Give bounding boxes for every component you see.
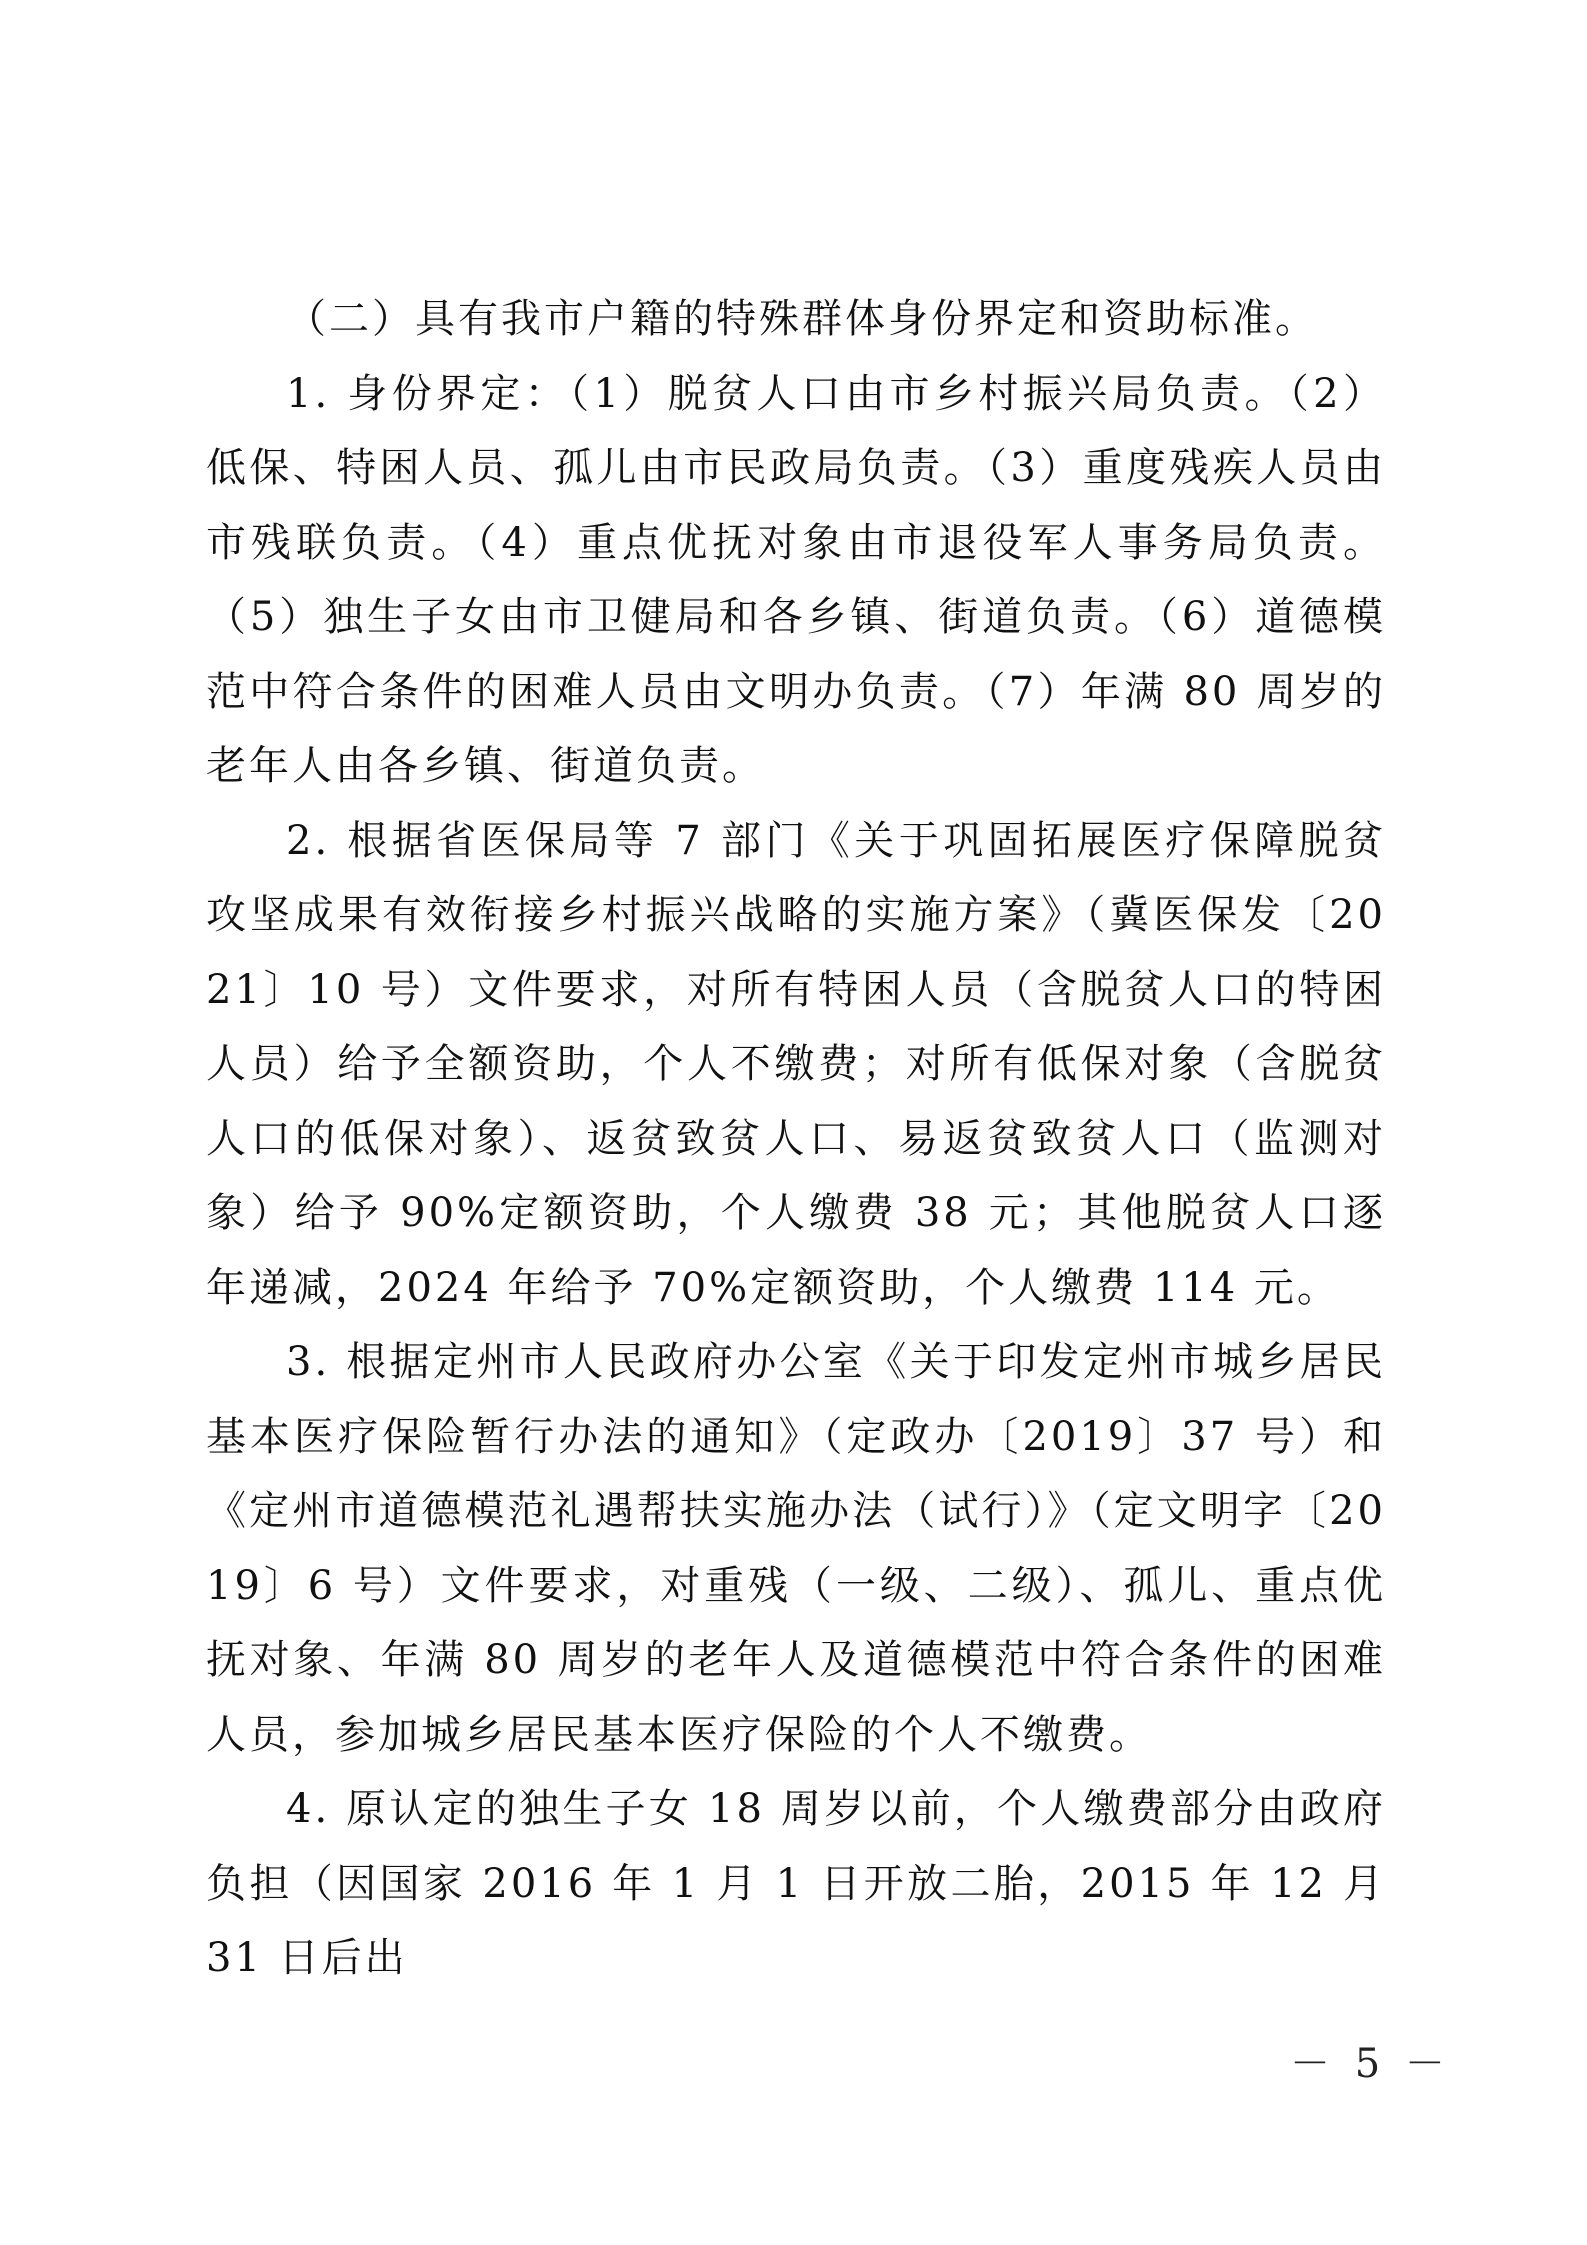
page-number: － 5 －	[1290, 2041, 1451, 2087]
paragraph-identity-definition: 1. 身份界定：（1）脱贫人口由市乡村振兴局负责。（2）低保、特困人员、孤儿由市民政局负责。（3）重度残疾人员由市残联负责。（4）重点优抚对象由市退役军人事务局负责。（5）独生子女由市卫健局和各乡镇、街道负责。（6）道德模范中符合条件的困难人员由文明办负责。（7）年满 80 周岁的老年人由各乡镇、街道负责。	[206, 370, 1386, 789]
paragraph-only-child-policy: 4. 原认定的独生子女 18 周岁以前，个人缴费部分由政府负担（因国家 2016 年 1 月 1 日开放二胎，2015 年 12 月 31 日后出	[206, 1786, 1386, 1981]
paragraph-section-heading: （二）具有我市户籍的特殊群体身份界定和资助标准。	[286, 296, 1318, 342]
paragraph-provincial-policy: 2. 根据省医保局等 7 部门《关于巩固拓展医疗保障脱贫攻坚成果有效衔接乡村振兴战略的实施方案》（冀医保发〔2021〕10 号）文件要求，对所有特困人员（含脱贫人口的特困人员）给予全额资助，个人不缴费；对所有低保对象（含脱贫人口的低保对象）、返贫致贫人口、易返贫致贫人口（监测对象）给予 90%定额资助，个人缴费 38 元；其他脱贫人口逐年递减，2024 年给予 70%定额资助，个人缴费 114 元。	[206, 817, 1386, 1311]
paragraph-city-policy: 3. 根据定州市人民政府办公室《关于印发定州市城乡居民基本医疗保险暂行办法的通知》（定政办〔2019〕37 号）和《定州市道德模范礼遇帮扶实施办法（试行）》（定文明字〔2019〕6 号）文件要求，对重残（一级、二级）、孤儿、重点优抚对象、年满 80 周岁的老年人及道德模范中符合条件的困难人员，参加城乡居民基本医疗保险的个人不缴费。	[206, 1339, 1386, 1758]
document-body	[206, 282, 1386, 1996]
